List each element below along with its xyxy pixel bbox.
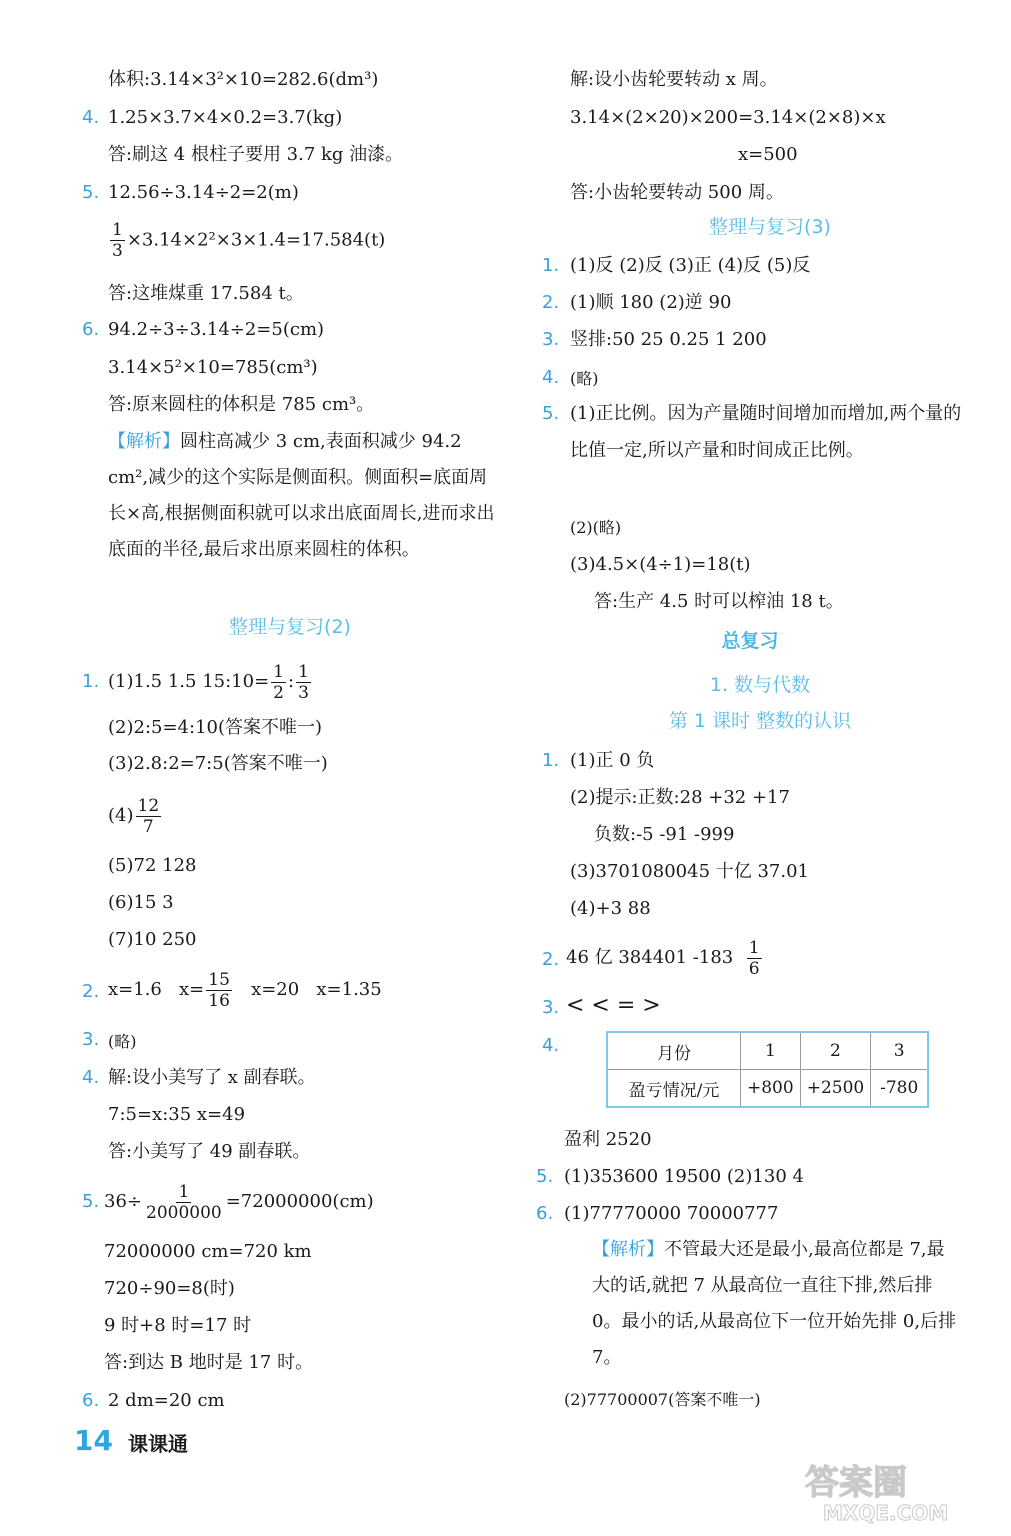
answer-line: (2)77700007(答案不唯一) — [564, 1390, 761, 1409]
watermark-text: 答案圈 — [805, 1463, 907, 1503]
answer-line: (1)反 (2)反 (3)正 (4)反 (5)反 — [570, 255, 811, 276]
answer-line: 解:设小美写了 x 副春联。 — [108, 1067, 316, 1088]
answer-line: 竖排:50 25 0.25 1 200 — [570, 329, 767, 350]
answer-line: 3.14×5²×10=785(cm³) — [108, 357, 318, 378]
lesson-title: 第 1 课时 整数的认识 — [668, 710, 852, 732]
answer-line: 1.25×3.7×4×0.2=3.7(kg) — [108, 107, 343, 128]
answer-line: (2)提示:正数:28 +32 +17 — [570, 787, 790, 808]
table-header-row: 月份 1 2 3 — [607, 1032, 928, 1070]
answer-line: (3)4.5×(4÷1)=18(t) — [570, 554, 751, 575]
table-row: 盈亏情况/元 +800 +2500 -780 — [607, 1070, 928, 1108]
q-number: 5. — [536, 1166, 554, 1187]
answer-line: (2)(略) — [570, 518, 622, 537]
q-number: 2. — [82, 981, 100, 1002]
answer-line: 答:小齿轮要转动 500 周。 — [570, 182, 784, 203]
analysis-block — [108, 424, 503, 568]
answer-line: 94.2÷3÷3.14÷2=5(cm) — [108, 319, 325, 340]
page-number: 14 — [74, 1424, 113, 1457]
section-title: 整理与复习(2) — [229, 616, 351, 638]
equation-line: x=500 — [738, 144, 798, 165]
answer-line: 答:生产 4.5 时可以榨油 18 t。 — [594, 591, 844, 612]
equation-line: x=1.6 x= $\frac{15}{16}$ x=20 x=1.35 — [108, 969, 382, 1011]
answer-line: (1)顺 180 (2)逆 90 — [570, 292, 732, 313]
q-number: 6. — [82, 1390, 100, 1411]
section-title-total: 总复习 — [721, 630, 779, 652]
brand-name: 课课通 — [128, 1432, 188, 1456]
q-number: 6. — [536, 1203, 554, 1224]
answer-line: 12.56÷3.14÷2=2(m) — [108, 182, 299, 203]
watermark-url: MXQE.COM — [823, 1501, 949, 1525]
ratio-line: (1)1.5 1.5 15:10= $\frac{1}{2}$ : $\frac{1}{3}$ — [108, 661, 309, 703]
volume-line: 体积:3.14×3²×10=282.6(dm³) — [108, 69, 379, 90]
fraction-line: $\frac{1}{3}$ ×3.14×2²×3×1.4=17.584(t) — [112, 220, 386, 261]
q-number: 4. — [542, 1035, 560, 1056]
answer-line: 答:这堆煤重 17.584 t。 — [108, 283, 304, 304]
answer-block: (1)正比例。因为产量随时间增加而增加,两个量的比值一定,所以产量和时间成正比例。 — [570, 403, 962, 461]
q-number: 2. — [542, 292, 560, 313]
answer-line: 46 亿 384401 -183 $\frac{1}{6}$ — [566, 937, 760, 979]
answer-line: 720÷90=8(时) — [104, 1278, 235, 1299]
answer-line: (1)353600 19500 (2)130 4 — [564, 1166, 804, 1187]
q-number: 3. — [542, 329, 560, 350]
answer-line: (3)2.8:2=7:5(答案不唯一) — [108, 753, 328, 774]
section-title: 整理与复习(3) — [709, 216, 831, 238]
answer-line: (1)77770000 70000777 — [564, 1203, 779, 1224]
equation-line: 36÷ $\frac{1}{2000000}$ =72000000(cm) — [104, 1181, 374, 1223]
unit-title: 1. 数与代数 — [709, 674, 811, 696]
answer-line: 答:小美写了 49 副春联。 — [108, 1141, 311, 1162]
q-number: 6. — [82, 319, 100, 340]
answer-line: (略) — [570, 369, 599, 388]
analysis-tag: 【解析】 — [592, 1239, 664, 1260]
q-number: 5. — [82, 182, 100, 203]
analysis-block — [592, 1232, 962, 1376]
watermark-logo — [793, 1456, 993, 1526]
fraction-line: (4) $\frac{12}{7}$ — [108, 795, 160, 837]
answer-line: 7:5=x:35 x=49 — [108, 1104, 246, 1125]
answer-line: (略) — [108, 1032, 137, 1051]
equation-line: 3.14×(2×20)×200=3.14×(2×8)×x — [570, 107, 886, 128]
answer-line: 72000000 cm=720 km — [104, 1241, 312, 1262]
q-number: 5. — [82, 1191, 100, 1212]
answer-line: (5)72 128 — [108, 855, 197, 876]
answer-line: 答:到达 B 地时是 17 时。 — [104, 1352, 314, 1373]
q-number: 5. — [542, 403, 560, 424]
answer-line: 9 时+8 时=17 时 — [104, 1315, 252, 1336]
q-number: 3. — [82, 1029, 100, 1050]
q-number: 1. — [542, 750, 560, 771]
fraction: $\frac{1}{3}$ — [112, 220, 123, 261]
q-number: 2. — [542, 949, 560, 970]
q-number: 4. — [542, 367, 560, 388]
answer-line: 答:原来圆柱的体积是 785 cm³。 — [108, 394, 375, 415]
answer-line: < < = > — [566, 993, 661, 1018]
answer-line: 盈利 2520 — [564, 1129, 652, 1150]
analysis-text: 圆柱高减少 3 cm,表面积减少 94.2 cm²,减少的这个实际是侧面积。侧面积=底面周长×高,根据侧面积就可以求出底面周长,进而求出底面的半径,最后求出原来圆柱的体积。 — [108, 431, 495, 560]
answer-line: (6)15 3 — [108, 892, 174, 913]
analysis-text: 不管最大还是最小,最高位都是 7,最大的话,就把 7 从最高位一直往下排,然后排 0。最小的话,从最高位下一位开始先排 0,后排 7。 — [592, 1239, 957, 1368]
answer-line: 答:刷这 4 根柱子要用 3.7 kg 油漆。 — [108, 144, 404, 165]
q-number: 1. — [82, 671, 100, 692]
q-number: 3. — [542, 997, 560, 1018]
q-number: 4. — [82, 1067, 100, 1088]
q-number: 4. — [82, 107, 100, 128]
profit-table — [606, 1031, 929, 1108]
answer-line: 负数:-5 -91 -999 — [594, 824, 735, 845]
answer-line: (4)+3 88 — [570, 898, 651, 919]
q-number: 1. — [542, 255, 560, 276]
answer-line: 解:设小齿轮要转动 x 周。 — [570, 69, 778, 90]
answer-line: (1)正 0 负 — [570, 750, 655, 771]
analysis-tag: 【解析】 — [108, 431, 180, 452]
answer-line: 2 dm=20 cm — [108, 1390, 225, 1411]
answer-line: (7)10 250 — [108, 929, 197, 950]
answer-line: (3)3701080045 十亿 37.01 — [570, 861, 809, 882]
answer-line: (2)2:5=4:10(答案不唯一) — [108, 717, 323, 738]
